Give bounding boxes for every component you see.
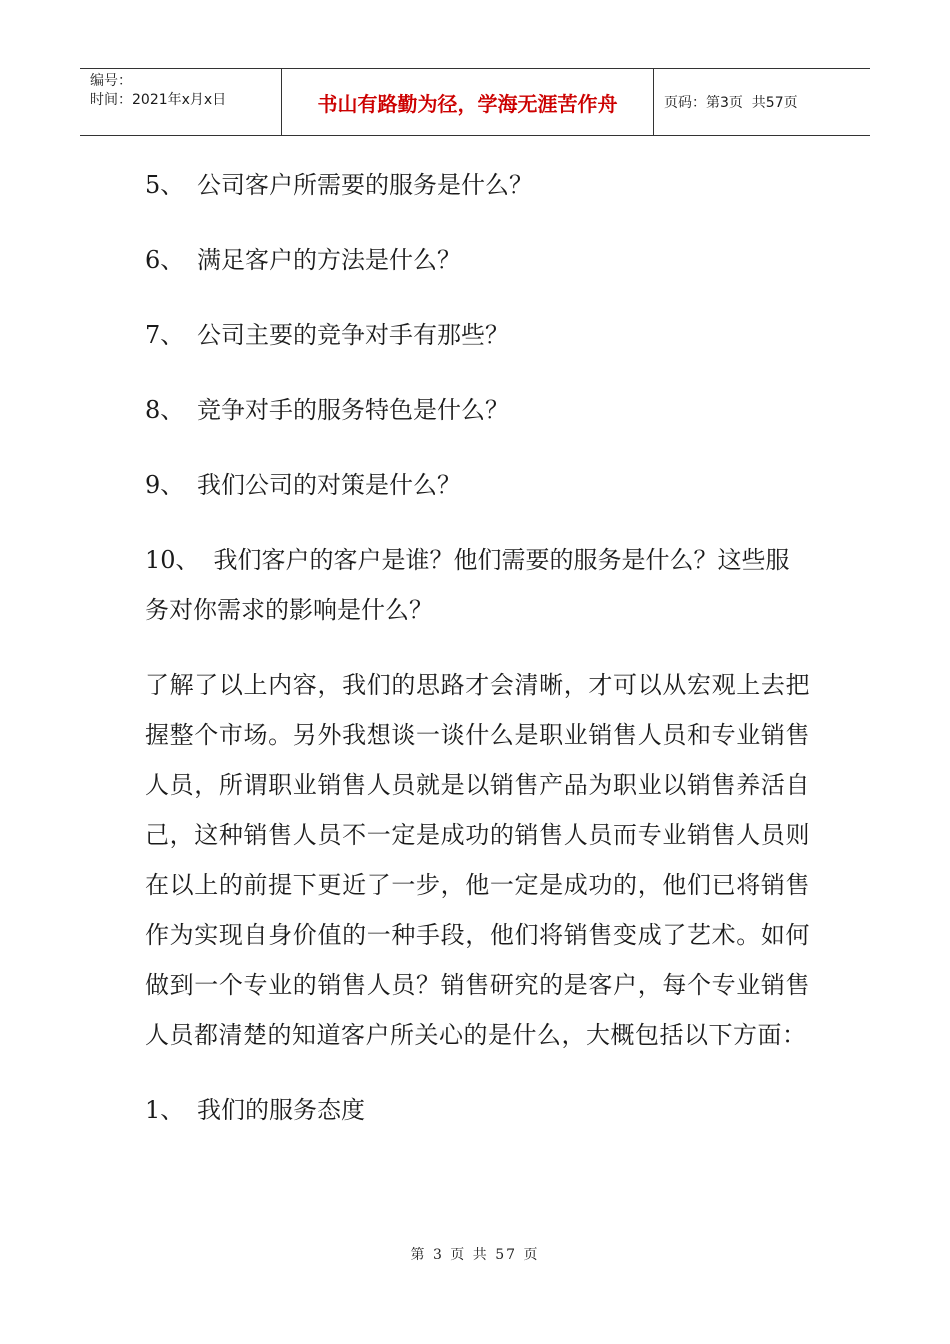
list-item-number: 9、 (145, 471, 185, 499)
page-footer: 第 3 页 共 57 页 (410, 1247, 540, 1263)
list-item-text: 我们的服务态度 (197, 1096, 365, 1124)
list-item (145, 460, 810, 510)
header-page-info: 页码：第3页 共57页 (664, 95, 798, 111)
list-item (145, 385, 810, 435)
list-item-text: 公司主要的竞争对手有那些？ (197, 321, 509, 349)
list-item (145, 310, 810, 360)
header-meta (80, 69, 282, 135)
list-item-text: 公司客户所需要的服务是什么？ (197, 171, 533, 199)
list-item (145, 535, 810, 635)
list-item (145, 235, 810, 285)
list-item-number: 10、 (145, 546, 200, 574)
list-item (145, 160, 810, 210)
header-motto: 书山有路勤为径，学海无涯苦作舟 (282, 69, 654, 135)
body-paragraph: 了解了以上内容，我们的思路才会清晰，才可以从宏观上去把握整个市场。另外我想谈一谈什么是职业销售人员和专业销售人员，所谓职业销售人员就是以销售产品为职业以销售养活自己，这种销售人员不一定是成功的销售人员而专业销售人员则在以上的前提下更近了一步，他一定是成功的，他们已将销售作为实现自身价值的一种手段，他们将销售变成了艺术。如何做到一个专业的销售人员？销售研究的是客户，每个专业销售人员都清楚的知道客户所关心的是什么，大概包括以下方面： (145, 671, 810, 1049)
list-item-number: 7、 (145, 321, 185, 349)
list-item-number: 5、 (145, 171, 185, 199)
list-item-number: 1、 (145, 1096, 185, 1124)
list-item-number: 6、 (145, 246, 185, 274)
list-item-text: 我们客户的客户是谁？他们需要的服务是什么？这些服务对你需求的影响是什么？ (145, 546, 790, 624)
header-number-label: 编号： (90, 73, 132, 89)
page-header (80, 68, 870, 136)
header-time-label: 时间：2021年x月x日 (90, 92, 227, 108)
document-body (145, 160, 810, 1160)
list-item-text: 我们公司的对策是什么？ (197, 471, 461, 499)
list-item-number: 8、 (145, 396, 185, 424)
list-item-text: 满足客户的方法是什么？ (197, 246, 461, 274)
list-item (145, 1085, 810, 1135)
list-item-text: 竞争对手的服务特色是什么？ (197, 396, 509, 424)
